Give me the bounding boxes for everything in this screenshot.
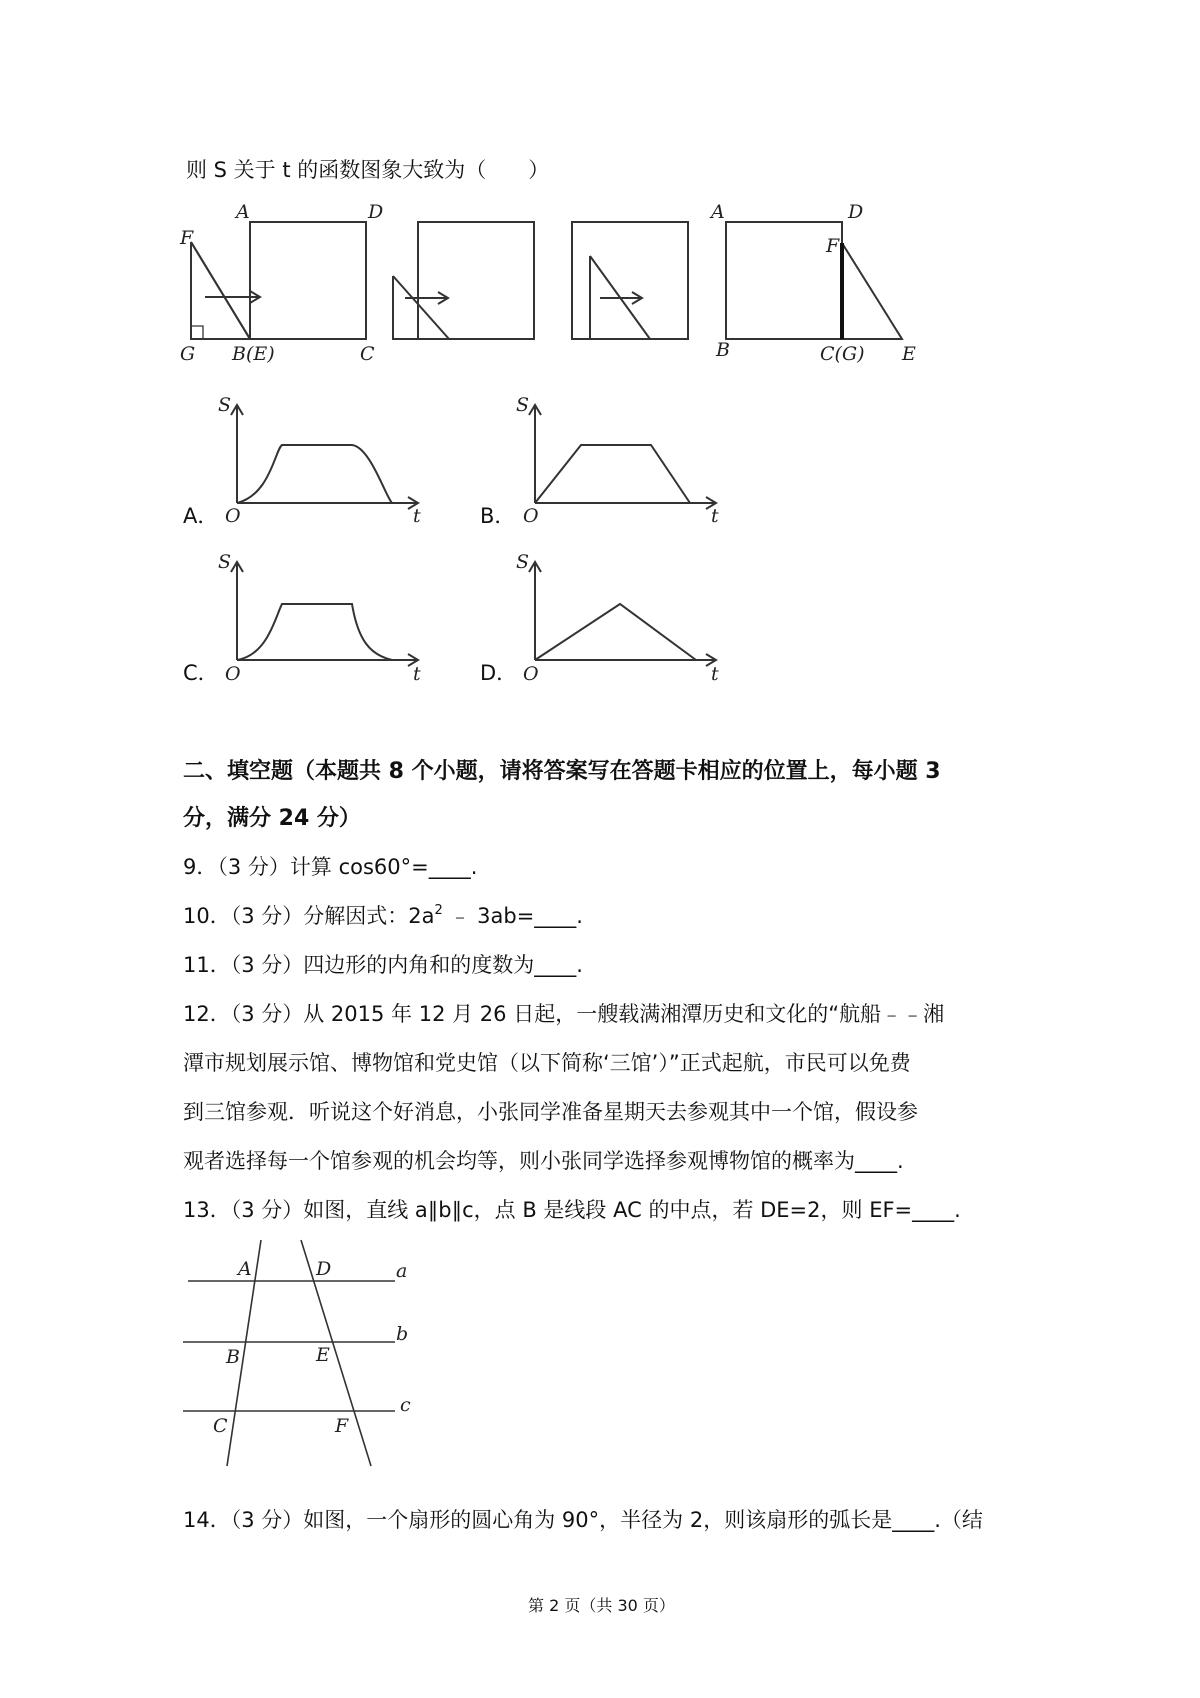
- label-A: A: [236, 201, 250, 223]
- axis-label-s: S: [516, 394, 530, 416]
- axis-label-t: t: [413, 505, 421, 527]
- label-b: b: [396, 1323, 409, 1345]
- axis-label-o: O: [523, 505, 539, 527]
- square-2: [418, 222, 534, 339]
- axis-label-s: S: [516, 551, 530, 573]
- label-F: F: [335, 1415, 349, 1437]
- label-D: D: [316, 1258, 332, 1280]
- label-E2: E: [902, 343, 916, 365]
- axis-label-s: S: [218, 394, 232, 416]
- option-C-label: C．: [183, 661, 219, 685]
- label-F: F: [180, 227, 194, 249]
- question-11: 11．（3 分）四边形的内角和的度数为____.: [183, 953, 583, 977]
- question-12-line-1: 12．（3 分）从 2015 年 12 月 26 日起，一艘载满湘潭历史和文化的“航船﹣﹣湘: [183, 1002, 945, 1026]
- label-a: a: [396, 1260, 408, 1282]
- option-A-label: A．: [183, 504, 219, 528]
- curve-D: [535, 604, 696, 660]
- label-G: G: [180, 343, 196, 365]
- question-13: 13．（3 分）如图，直线 a∥b∥c，点 B 是线段 AC 的中点，若 DE=2，则 EF=____.: [183, 1198, 961, 1222]
- page-footer: 第 2 页（共 30 页）: [528, 1596, 675, 1615]
- label-C: C: [360, 343, 375, 365]
- axis-label-s: S: [218, 551, 232, 573]
- label-BE: B(E): [232, 343, 275, 365]
- triangle-2: [393, 276, 449, 339]
- label-E: E: [316, 1344, 330, 1366]
- option-D-graph: [516, 551, 719, 685]
- curve-B: [535, 445, 690, 503]
- label-D2: D: [848, 201, 864, 223]
- section-heading: 二、填空题（本题共 8 个小题，请将答案写在答题卡相应的位置上，每小题 3: [183, 759, 941, 784]
- question-10: 10．（3 分）分解因式：$2a^2$ ﹣ 3ab=____.: [183, 903, 583, 928]
- square-4: [726, 222, 842, 339]
- axis-label-t: t: [413, 663, 421, 685]
- option-A-graph: [218, 394, 421, 527]
- label-B2: B: [716, 339, 730, 361]
- section-heading-cont: 分，满分 24 分）: [183, 806, 361, 831]
- option-C-graph: [218, 551, 421, 685]
- option-D-label: D．: [480, 661, 518, 685]
- curve-A: [237, 445, 392, 503]
- axis-label-o: O: [225, 663, 241, 685]
- label-CG: C(G): [820, 343, 865, 365]
- question-9: 9．（3 分）计算 cos60°=____.: [183, 855, 478, 879]
- square-1: [250, 222, 366, 339]
- question-12-line-2: 潭市规划展示馆、博物馆和党史馆（以下简称‘三馆’）”正式起航，市民可以免费: [183, 1051, 911, 1075]
- question-14: 14．（3 分）如图，一个扇形的圆心角为 90°，半径为 2，则该扇形的弧长是____.（结: [183, 1508, 983, 1532]
- label-C: C: [213, 1415, 228, 1437]
- question-12-line-3: 到三馆参观．听说这个好消息，小张同学准备星期天去参观其中一个馆，假设参: [183, 1100, 918, 1124]
- question-12-line-4: 观者选择每一个馆参观的机会均等，则小张同学选择参观博物馆的概率为____.: [183, 1149, 904, 1173]
- label-D: D: [368, 201, 384, 223]
- axis-label-o: O: [523, 663, 539, 685]
- axis-label-t: t: [711, 663, 719, 685]
- label-B: B: [226, 1346, 240, 1368]
- label-c: c: [400, 1394, 411, 1416]
- option-B-label: B．: [480, 504, 516, 528]
- label-A: A: [238, 1258, 252, 1280]
- option-B-graph: [516, 394, 719, 527]
- label-F2: F: [826, 235, 840, 257]
- triangle-4: [842, 243, 902, 339]
- figure-square-motion: [179, 201, 916, 365]
- axis-label-t: t: [711, 505, 719, 527]
- curve-C: [237, 604, 392, 660]
- figure-parallel-lines: [183, 1240, 411, 1466]
- label-A2: A: [711, 201, 725, 223]
- axis-label-o: O: [225, 505, 241, 527]
- intro-line: 则 S 关于 t 的函数图象大致为（ ）: [186, 158, 550, 182]
